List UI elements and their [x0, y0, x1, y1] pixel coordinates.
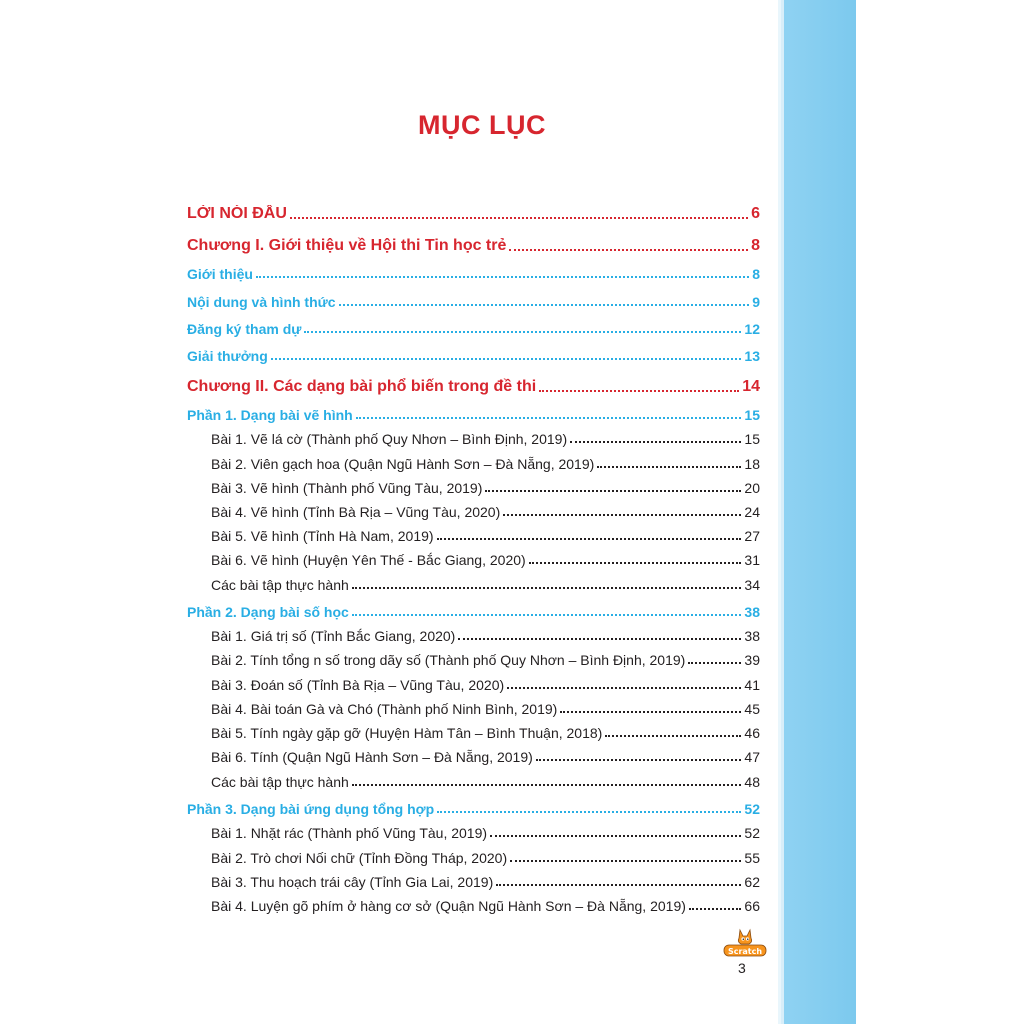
decorative-sidebar	[778, 0, 856, 1024]
toc-label: Phần 3. Dạng bài ứng dụng tổng hợp	[187, 801, 435, 817]
toc-page-number: 15	[744, 407, 760, 423]
dot-leader	[560, 711, 741, 713]
dot-leader	[352, 614, 742, 616]
toc-entry-phan-1[interactable]	[187, 407, 760, 423]
toc-label: Các bài tập thực hành	[211, 577, 349, 593]
dot-leader	[503, 514, 741, 516]
toc-label: Bài 5. Vẽ hình (Tỉnh Hà Nam, 2019)	[211, 528, 434, 544]
toc-page-number: 9	[752, 294, 760, 310]
dot-leader	[339, 304, 750, 306]
toc-item[interactable]	[211, 898, 760, 914]
toc-page-number: 38	[744, 628, 760, 644]
toc-item[interactable]	[211, 701, 760, 717]
dot-leader	[510, 860, 741, 862]
toc-label: Bài 4. Bài toán Gà và Chó (Thành phố Ninh Bình, 2019)	[211, 701, 558, 717]
toc-page-number: 46	[744, 725, 760, 741]
toc-label: Bài 3. Thu hoạch trái cây (Tỉnh Gia Lai, 2019)	[211, 874, 494, 890]
toc-item[interactable]	[211, 528, 760, 544]
dot-leader	[256, 276, 749, 278]
toc-page-number: 66	[744, 898, 760, 914]
dot-leader	[536, 759, 742, 761]
toc-page-number: 12	[744, 321, 760, 337]
dot-leader	[485, 490, 741, 492]
dot-leader	[304, 331, 741, 333]
dot-leader	[496, 884, 741, 886]
dot-leader	[352, 784, 742, 786]
toc-label: Chương II. Các dạng bài phổ biến trong đề thi	[187, 378, 537, 395]
toc-page-number: 41	[744, 677, 760, 693]
toc-item[interactable]	[211, 628, 760, 644]
dot-leader	[437, 538, 742, 540]
toc-page-number: 24	[744, 504, 760, 520]
toc-item[interactable]	[211, 480, 760, 496]
toc-item[interactable]	[211, 825, 760, 841]
toc-item[interactable]	[211, 725, 760, 741]
toc-page-number: 48	[744, 774, 760, 790]
toc-label: Giới thiệu	[187, 266, 253, 282]
toc-item[interactable]	[211, 431, 760, 447]
dot-leader	[539, 390, 739, 392]
toc-label: LỜI NÓI ĐẦU	[187, 205, 287, 222]
toc-item[interactable]	[211, 677, 760, 693]
toc-label: Bài 3. Đoán số (Tỉnh Bà Rịa – Vũng Tàu, 2020)	[211, 677, 505, 693]
dot-leader	[689, 908, 742, 910]
dot-leader	[570, 441, 741, 443]
toc-item[interactable]	[211, 749, 760, 765]
toc-page-number: 13	[744, 348, 760, 364]
toc-label: Phần 1. Dạng bài vẽ hình	[187, 407, 353, 423]
dot-leader	[271, 358, 742, 360]
toc-label: Bài 2. Trò chơi Nối chữ (Tỉnh Đồng Tháp, 2020)	[211, 850, 508, 866]
toc-page-number: 8	[752, 266, 760, 282]
toc-label: Bài 1. Vẽ lá cờ (Thành phố Quy Nhơn – Bình Định, 2019)	[211, 431, 568, 447]
toc-entry-giai-thuong[interactable]	[187, 348, 760, 364]
toc-label: Chương I. Giới thiệu về Hội thi Tin học trẻ	[187, 237, 507, 254]
toc-label: Bài 3. Vẽ hình (Thành phố Vũng Tàu, 2019)	[211, 480, 483, 496]
toc-page-number: 27	[744, 528, 760, 544]
toc-label: Bài 1. Giá trị số (Tỉnh Bắc Giang, 2020)	[211, 628, 456, 644]
toc-page-number: 39	[744, 652, 760, 668]
dot-leader	[597, 466, 741, 468]
toc-page-number: 55	[744, 850, 760, 866]
dot-leader	[507, 687, 741, 689]
dot-leader	[356, 417, 742, 419]
dot-leader	[437, 811, 741, 813]
toc-page-number: 34	[744, 577, 760, 593]
toc-page-number: 52	[744, 801, 760, 817]
toc-page-number: 18	[744, 456, 760, 472]
dot-leader	[688, 662, 741, 664]
toc-entry-dang-ky[interactable]	[187, 321, 760, 337]
toc-label: Bài 6. Tính (Quận Ngũ Hành Sơn – Đà Nẵng, 2019)	[211, 749, 533, 765]
toc-item[interactable]	[211, 874, 760, 890]
toc-item[interactable]	[211, 850, 760, 866]
dot-leader	[352, 587, 742, 589]
toc-item[interactable]	[211, 552, 760, 568]
toc-entry-chuong-2[interactable]	[187, 378, 760, 396]
toc-item[interactable]	[211, 577, 760, 593]
toc-page-number: 15	[744, 431, 760, 447]
toc-entry-phan-3[interactable]	[187, 801, 760, 817]
toc-label: Bài 2. Viên gạch hoa (Quận Ngũ Hành Sơn – Đà Nẵng, 2019)	[211, 456, 595, 472]
toc-page-number: 31	[744, 552, 760, 568]
toc-label: Bài 5. Tính ngày gặp gỡ (Huyện Hàm Tân – Bình Thuận, 2018)	[211, 725, 603, 741]
toc-label: Bài 4. Vẽ hình (Tỉnh Bà Rịa – Vũng Tàu, 2020)	[211, 504, 501, 520]
toc-label: Bài 2. Tính tổng n số trong dãy số (Thành phố Quy Nhơn – Bình Định, 2019)	[211, 652, 686, 668]
toc-item[interactable]	[211, 504, 760, 520]
toc-label: Đăng ký tham dự	[187, 321, 302, 337]
dot-leader	[290, 217, 748, 219]
dot-leader	[529, 562, 742, 564]
toc-entry-loi-noi-dau[interactable]	[187, 205, 760, 223]
toc-label: Các bài tập thực hành	[211, 774, 349, 790]
toc-label: Phần 2. Dạng bài số học	[187, 604, 349, 620]
toc-item[interactable]	[211, 774, 760, 790]
toc-page-number: 52	[744, 825, 760, 841]
dot-leader	[605, 735, 741, 737]
toc-page-number: 62	[744, 874, 760, 890]
toc-entry-chuong-1[interactable]	[187, 237, 760, 255]
cat-mascot-icon	[722, 928, 768, 958]
dot-leader	[509, 249, 748, 251]
toc-page-number: 8	[751, 237, 760, 254]
toc-page-number: 6	[751, 205, 760, 222]
page-title: MỤC LỤC	[418, 110, 546, 140]
toc-item[interactable]	[211, 456, 760, 472]
toc-entry-noi-dung[interactable]	[187, 294, 760, 310]
toc-page-number: 14	[742, 378, 760, 395]
toc-label: Bài 4. Luyện gõ phím ở hàng cơ sở (Quận Ngũ Hành Sơn – Đà Nẵng, 2019)	[211, 898, 686, 914]
logo-text: Scratch	[727, 947, 763, 956]
toc-label: Giải thưởng	[187, 348, 268, 364]
toc-page-number: 38	[744, 604, 760, 620]
dot-leader	[458, 638, 741, 640]
toc-label: Nội dung và hình thức	[187, 294, 336, 310]
toc-entry-phan-2[interactable]	[187, 604, 760, 620]
page-number: 3	[738, 960, 746, 976]
toc-entry-gioi-thieu[interactable]	[187, 266, 760, 282]
toc-label: Bài 6. Vẽ hình (Huyện Yên Thế - Bắc Giang, 2020)	[211, 552, 526, 568]
toc-page-number: 47	[744, 749, 760, 765]
toc-page-number: 20	[744, 480, 760, 496]
toc-label: Bài 1. Nhặt rác (Thành phố Vũng Tàu, 2019)	[211, 825, 488, 841]
dot-leader	[490, 835, 741, 837]
scratch-logo	[722, 928, 768, 958]
toc-item[interactable]	[211, 652, 760, 668]
toc-page-number: 45	[744, 701, 760, 717]
